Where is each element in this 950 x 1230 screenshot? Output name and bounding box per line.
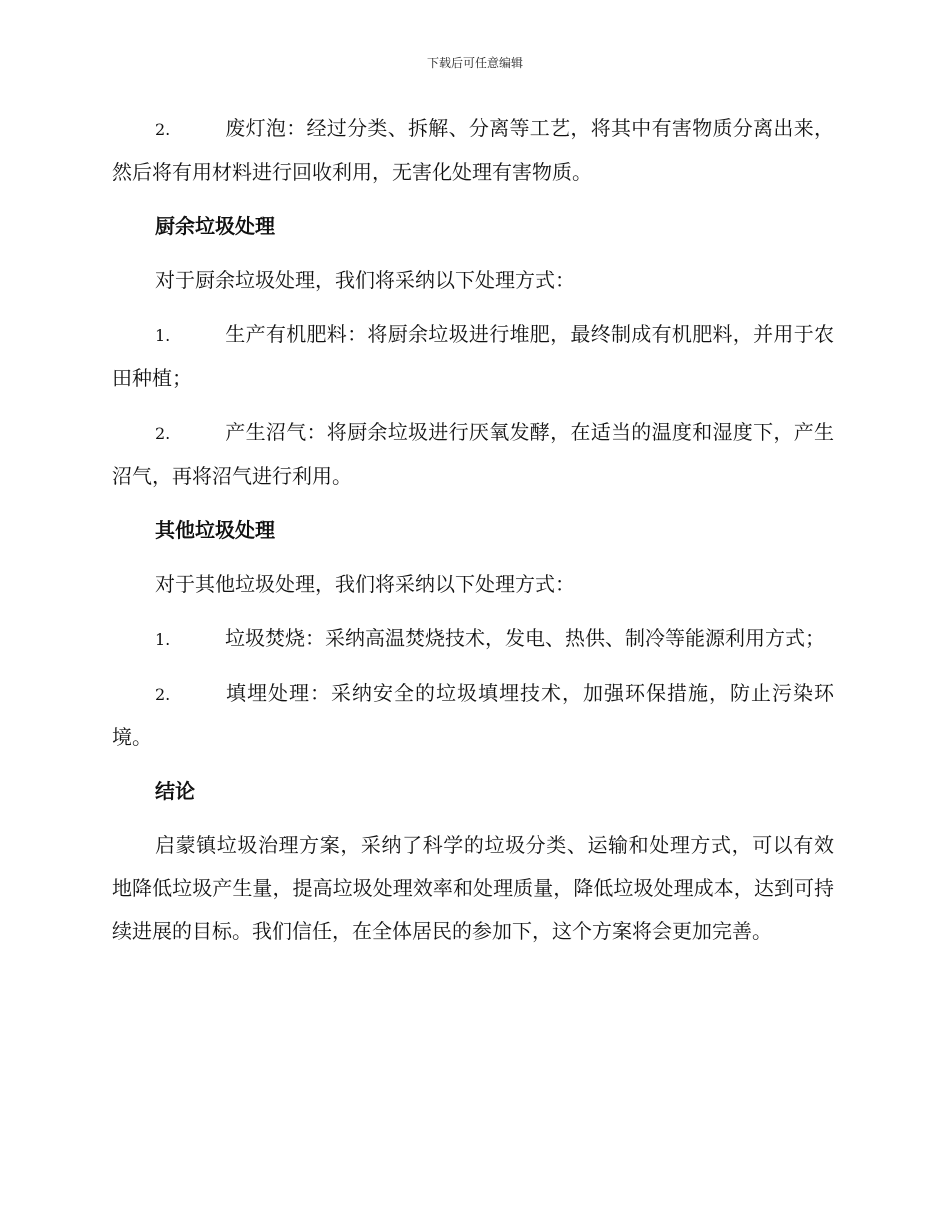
list-text: 填埋处理：采纳安全的垃圾填埋技术，加强环保措施，防止污染环境。	[112, 681, 834, 749]
list-text: 垃圾焚烧：采纳高温焚烧技术，发电、热供、制冷等能源利用方式；	[225, 626, 825, 650]
list-number: 1.	[155, 630, 171, 649]
list-text: 废灯泡：经过分类、拆解、分离等工艺，将其中有害物质分离出来，然后将有用材料进行回收利用，无害化处理有害物质。	[112, 116, 834, 184]
list-number: 2.	[155, 424, 171, 443]
list-number: 2.	[155, 120, 171, 139]
section-heading-conclusion: 结论	[155, 779, 195, 803]
list-text: 产生沼气：将厨余垃圾进行厌氧发酵，在适当的温度和湿度下，产生沼气，再将沼气进行利用。	[112, 420, 834, 488]
list-item-landfill	[112, 672, 834, 759]
section-heading-kitchen: 厨余垃圾处理	[155, 214, 275, 238]
document-body	[112, 107, 834, 964]
list-item-biogas	[112, 411, 834, 498]
list-text: 生产有机肥料：将厨余垃圾进行堆肥，最终制成有机肥料，并用于农田种植；	[112, 322, 834, 390]
page-header: 下载后可任意编辑	[426, 56, 523, 70]
list-item-bulb	[112, 107, 834, 194]
list-item-compost	[112, 313, 834, 400]
paragraph-conclusion: 启蒙镇垃圾治理方案，采纳了科学的垃圾分类、运输和处理方式，可以有效地降低垃圾产生量，提高垃圾处理效率和处理质量，降低垃圾处理成本，达到可持续进展的目标。我们信任，在全体居民的参加下，这个方案将会更加完善。	[112, 833, 834, 943]
paragraph-kitchen-lead: 对于厨余垃圾处理，我们将采纳以下处理方式：	[155, 268, 575, 292]
section-heading-other: 其他垃圾处理	[155, 518, 275, 542]
list-number: 1.	[155, 326, 171, 345]
paragraph-other-lead: 对于其他垃圾处理，我们将采纳以下处理方式：	[155, 572, 575, 596]
list-item-incineration	[112, 617, 834, 661]
list-number: 2.	[155, 685, 171, 704]
